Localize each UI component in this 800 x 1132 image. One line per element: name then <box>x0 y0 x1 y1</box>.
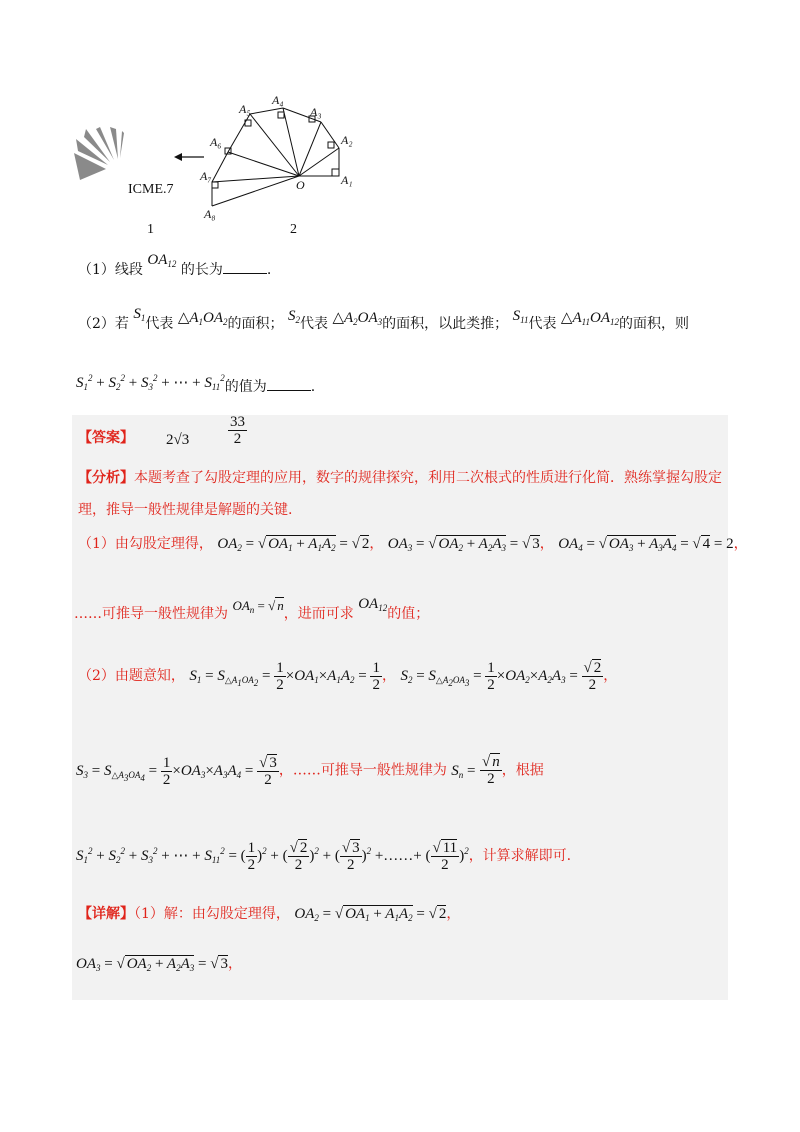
answer-2: $\frac{33}{2}$ <box>230 414 245 447</box>
label-a7: A₇ <box>200 169 212 183</box>
figure-2-spiral <box>198 92 368 222</box>
detail-line-1: 【详解】（1）解：由勾股定理得， $OA_2$ = √ $OA_1 + A_1A_2$ = √ 2， <box>78 906 461 923</box>
label-a3: A₃ <box>310 105 322 119</box>
question-2-sum: $S_1^2 + S_2^2 + S_3^2$ + ⋯ + $S_{11}^2$的值为 . <box>76 373 316 395</box>
analysis-step-1: （1）由勾股定理得， $OA_2$ = √ $OA_1 + A_1A_2$ = √ 2， $OA_3$ = √ $OA_2 + A_2A_3$ = √ 3， $OA_4$ = √ $OA_3 + A_3A_4$ = √ 4 = 2， <box>78 536 748 553</box>
formula-oa12: $OA_{12}$ <box>147 252 177 269</box>
figure-1-caption: ICME.7 <box>128 182 174 197</box>
answer-1: 2√3 <box>166 432 190 448</box>
question-2: （2）若 $S_1$代表 $\triangle A_1OA_2$的面积； $S_2$代表 $\triangle A_2OA_3$的面积，以此类推； $S_{11}$代表 $\triangle A_{11}OA_{12}$的面积，则 <box>78 306 689 332</box>
label-a8: A₈ <box>204 207 216 221</box>
analysis-step-2: （2）由题意知， $S_1 = S_{\triangle A_1OA_2}$ = $\frac{1}{2}$ $\times OA_1\times A_1A_2$ = $\frac{1}{2}$ ， $S_2 = S_{\triangle A_2OA_3}$ = $\frac{1}{2}$ $\times OA_2\times A_2A_3$ = $\frac{√ 2}{2}$ ， <box>78 660 618 693</box>
label-a4: A₄ <box>272 93 284 107</box>
figure-1-number: 1 <box>147 222 154 237</box>
figure-1-logo <box>70 125 170 185</box>
question-1: （1）线段 $OA_{12}$ 的长为 . <box>78 252 272 278</box>
answer-blank-1[interactable] <box>223 261 267 274</box>
figure-2-number: 2 <box>290 222 297 237</box>
answer-row: 【答案】 <box>78 430 134 446</box>
analysis-line-2: 理，推导一般性规律是解题的关键. <box>78 502 293 518</box>
detail-line-2: $OA_3$ = √ $OA_2 + A_2A_3$ = √ 3， <box>76 956 242 973</box>
label-a1: A₁ <box>341 173 353 187</box>
label-a2: A₂ <box>341 133 353 147</box>
analysis-step-1b: ……可推导一般性规律为 $OA_n$ = √ n，进而可求 $OA_{12}$的值； <box>74 596 430 622</box>
answer-blank-2[interactable] <box>267 378 311 391</box>
analysis-step-2c: $S_1^2 + S_2^2 + S_3^2$ + ⋯ + $S_{11}^2$ = ( $\frac{1}{2}$ )$^2$ + ( $\frac{√ 2}{2}$ )$^2$ + ( $\frac{√ 3}{2}$ )$^2$ +……+ ( $\frac{√ 11}{2}$ )$^2$，计算求解即可. <box>76 840 572 873</box>
label-a5: A₅ <box>239 102 251 116</box>
label-a6: A₆ <box>210 135 222 149</box>
analysis-step-2b: $S_3 = S_{\triangle A_3OA_4}$ = $\frac{1}{2}$ $\times OA_3\times A_3A_4$ = $\frac{√ 3}{2}$ ，……可推导一般性规律为 $S_n$ = $\frac{√ n}{2}$ ，根据 <box>76 754 544 788</box>
analysis-line-1: 【分析】本题考查了勾股定理的应用，数字的规律探究，利用二次根式的性质进行化简．熟练掌握勾股定 <box>78 470 722 486</box>
label-o: O <box>296 178 305 192</box>
